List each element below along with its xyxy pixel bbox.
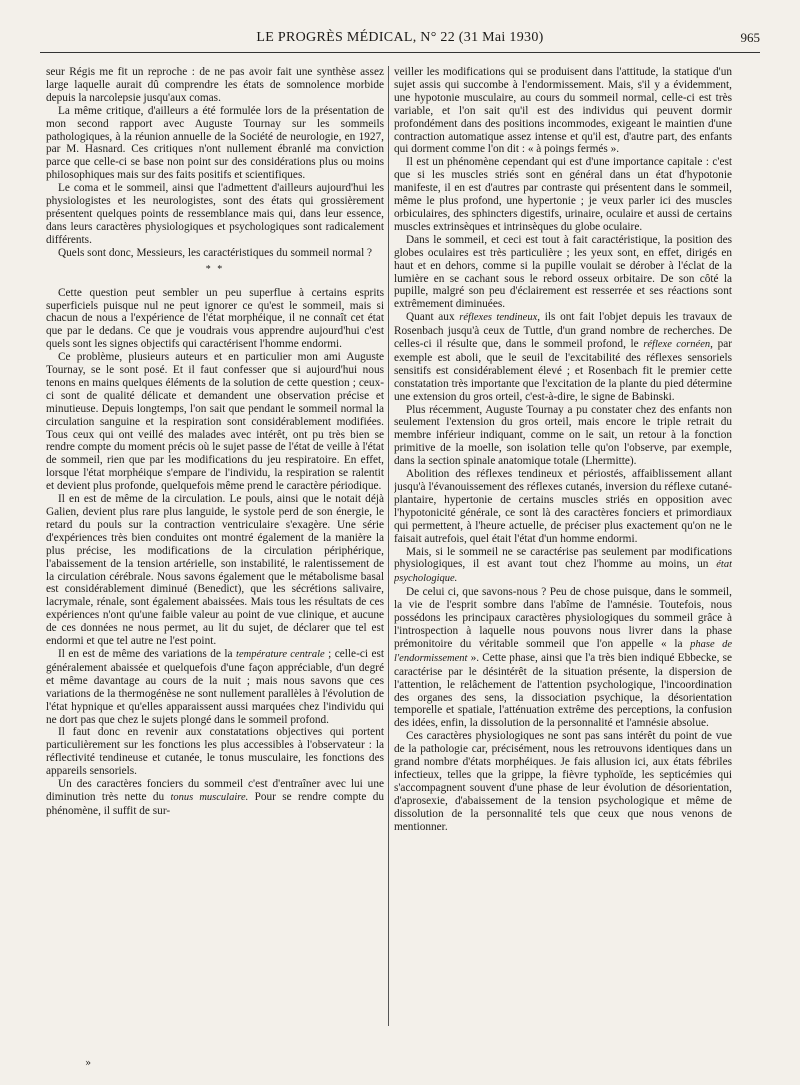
italic-term: tonus musculaire.: [170, 791, 249, 803]
paragraph: Quels sont donc, Messieurs, les caractéristiques du sommeil normal ?: [58, 246, 373, 259]
text-run: De celui ci, que savons-nous ? Peu de chose puisque, dans le sommeil, la vie de l'esprit sombre dans l'abîme de l'amnésie. Toutefois, nous possédons les principaux caractères physiologiques du sommeil grâce à l'introspection à laquelle nous pouvons nous livrer dans la phase prémonitoire du véritable sommeil que l'on appelle « la: [394, 586, 732, 650]
paragraph: Ces caractères physiologiques ne sont pas sans intérêt du point de vue de la pathologie car, précisément, nous les retrouvons identiques dans un grand nombre d'états morphéiques. Je fais allusion ici, aux états fébriles infectieux, telles que la grippe, la fièvre typhoïde, les septicémies qui s'accompagnent souvent d'une phase de leur évolution de désorientation, d'aprosexie, d'abaissement de la tension psychologique et même de dissolution de la personnalité tels que ceux que nous venons de mentionner.: [394, 730, 732, 833]
text-run: Un des caractères fonciers du sommeil c'est d'entraîner avec lui une diminution très nette du: [46, 778, 384, 803]
paragraph: Ce problème, plusieurs auteurs et en particulier mon ami Auguste Tournay, se le sont posé. Et il faut confesser que si aujourd'hui nous tenons en mains quelques éléments de la solution de cette question ; ceux-ci sont de qualité délicate et demandent une observation précise et minutieuse. Depuis longtemps, l'on sait que pendant le sommeil normal la circulation sanguine et la respiration sont considérablement modifiées. Tous ceux qui ont veillé des malades avec intérêt, ont pu très bien se rendre compte du moment précis où le sujet passe de l'état de veille à l'état de sommeil, rien que par les modifications du jeu respiratoire. En effet, lorsque l'état morphéique s'empare de l'individu, la respiration se ralentit et devient plus profonde, quelquefois même prend le caractère périodique.: [46, 351, 384, 493]
paragraph: Il en est de même de la circulation. Le pouls, ainsi que le notait déjà Galien, devient plus rare plus languide, le systole perd de son énergie, le retard du pouls sur la contraction ventriculaire s'exagère. Une série d'expériences très bien conduites ont montré également de la manière la plus précise, les modifications de la circulation périphérique, l'abaissement de la tension artérielle, son instabilité, le ralentissement de la circulation cérébrale. Nous savons également que le métabolisme basal est considérablement diminué (Benedict), que les sécrétions salivaire, lacrymale, rénale, sont également abaissées. Mais tous les résultats de ces expériences n'ont qu'une faible valeur au point de vue clinique, et aucune de ces données ne nous permet, au lit du sujet, de déclarer que tel est endormi et que tel autre ne l'est point.: [46, 493, 384, 648]
italic-term: état psychologique.: [394, 559, 732, 585]
paragraph: Il faut donc en revenir aux constatations objectives qui portent particulièrement sur les fonctions les plus accessibles à l'observateur : la réflectivité tendineuse et cutanée, le tonus musculaire, les fonctions des appareils sensoriels.: [46, 726, 384, 778]
text-run: , ils ont fait l'objet depuis les travaux de Rosenbach jusqu'à ceux de Tuttle, d'un grand nombre de recherches. De celles-ci il résulte que, dans le sommeil profond, le: [394, 311, 732, 351]
paragraph: Dans le sommeil, et ceci est tout à fait caractéristique, la position des globes oculaires est très particulière ; les yeux sont, en effet, dirigés en haut et en dehors, comme si la pupille voulait se dérober à l'éclat de la lumière en se cachant sous le rebord osseux orbitaire. De son côté la pupille, malgré son peu d'éclairement est resserrée et ses réactions sont extrêmement diminuées.: [394, 233, 732, 311]
text-run: , par exemple est aboli, que le seuil de l'excitabilité des réflexes sensoriels sensitifs est considérablement élevé ; et Rosenbach fit le premier cette constatation très importante que l'excitation de la plante du pied détermine une extension du gros orteil, c'est-à-dire, le signe de Babinski.: [394, 338, 732, 403]
text-run: ». Cette phase, ainsi que l'a très bien indiqué Ebbecke, se caractérise par le désintérêt de la situation présente, la dispersion de l'attention, le relâchement de l'attention psychologique, l'incoordination des organes des sens, la dissociation psychique, la désorientation temporelle et spatiale, l'atténuation extrême des perceptions, la confusion des idées, enfin, la dissolution de la personnalité et l'amnésie absolue.: [394, 651, 732, 730]
italic-term: température centrale: [236, 648, 325, 660]
right-column: [394, 66, 732, 1031]
paragraph: La même critique, d'ailleurs a été formulée lors de la présentation de mon second rapport avec Auguste Tournay sur les sommeils pathologiques, à la réunion annuelle de la Société de neurologie, en 1927, par M. Hasnard. Ces critiques n'ont nullement ébranlé ma conviction parce que celle-ci se base non point sur des considérations plus ou moins philosophiques mais sur des faits positifs et scientifiques.: [46, 104, 384, 182]
italic-term: phase de l'endormissement: [394, 638, 732, 664]
section-separator: * *: [205, 263, 225, 275]
paragraph: [394, 311, 732, 403]
page-number: 965: [740, 30, 760, 45]
journal-title: LE PROGRÈS MÉDICAL, N° 22 (31 Mai 1930): [256, 30, 544, 45]
paragraph: [46, 648, 384, 726]
text-run: Mais, si le sommeil ne se caractérise pas seulement par modifications physiologiques, il est avant tout chez l'homme au moins, un: [394, 545, 732, 571]
text-run: Il en est de même des variations de la: [58, 647, 233, 660]
footer-mark: »: [85, 1058, 92, 1069]
paragraph: Abolition des réflexes tendineux et périostés, affaiblissement allant jusqu'à l'évanouissement des réflexes cutanés, inversion du réflexe cutané-plantaire, hypertonie de certains muscles striés en opposition avec l'hypotonicité générale, ce sont là des caractères fonciers et primordiaux qui permettent, à l'heure actuelle, de préciser plus exactement qu'on ne le faisait autrefois, quel était l'état d'un homme endormi.: [394, 468, 732, 545]
paragraph: Cette question peut sembler un peu superflue à certains esprits superficiels puisque nul ne peut ignorer ce qu'est le sommeil, mais si chacun de nous a l'expérience de l'état morphéique, il ne connaît cet état que par le dedans. Ce que je voudrais vous apprendre aujourd'hui c'est quels sont les signes objectifs qui caractérisent l'homme endormi.: [46, 286, 384, 351]
paragraph: [394, 586, 732, 730]
text-run: ; celle-ci est généralement abaissée et quelquefois d'une façon appréciable, d'un degré et même davantage au cours de la nuit ; mais nous savons que ces variations de la thermogénèse ne sont nullement parallèles à l'évolution de l'état hypnique et qu'elles apparaissent aussi marquées chez l'individu qui ne dort pas que chez le sujets plongé dans le sommeil profond.: [46, 647, 384, 726]
paragraph: Il est un phénomène cependant qui est d'une importance capitale : c'est que si les muscles striés sont en général dans un état d'hypotonie manifeste, il en est d'autres par contraste qui présentent dans le sommeil, même le plus profond, une hypertonie ; je veux parler ici des muscles orbiculaires, des sphincters digestifs, urinaire, oculaire et aussi de certains muscles extrinsèques et intrinsèques du globe oculaire.: [394, 156, 732, 233]
paragraph: seur Régis me fit un reproche : de ne pas avoir fait une synthèse assez large laquelle aurait dû comprendre les états de somnolence morbide depuis la narcolepsie jusqu'aux comas.: [46, 66, 384, 104]
left-column: [46, 66, 384, 1031]
text-run: Quant aux: [406, 311, 455, 324]
paragraph: [394, 546, 732, 587]
paragraph: [46, 778, 384, 818]
italic-term: réflexes tendineux: [459, 312, 538, 324]
running-header: [40, 30, 760, 53]
paragraph: Le coma et le sommeil, ainsi que l'admettent d'ailleurs aujourd'hui les physiologistes et les neurologistes, sont des états qui grossièrement présentent quelques points de ressemblance mais qui, dans leur essence, dans leurs caractères physiologiques et psychologiques sont radicalement différents.: [46, 182, 384, 246]
column-divider: [388, 66, 389, 1026]
paragraph: Plus récemment, Auguste Tournay a pu constater chez des enfants non seulement l'extension du gros orteil, mais encore le triple retrait du membre inférieur indiquant, comme on le sait, un retour à la fonction primitive de la moelle, son isolation telle qu'on l'observe, par exemple, dans la section spinale anatomique totale (Lhermitte).: [394, 403, 732, 468]
paragraph: veiller les modifications qui se produisent dans l'attitude, la statique d'un sujet assis qui succombe à l'endormissement. Mais, s'il y a évidemment, une hypotonie musculaire, au cours du sommeil normal, celle-ci est très variable, et l'on sait qu'il est des individus qui peuvent dormir profondément dans des positions incommodes, exigeant le maintien d'une contraction automatique assez intense et qu'il est, d'autre part, des enfants qui dorment comme l'on dit : « à poings fermés ».: [394, 66, 732, 156]
text-run: Pour se rendre compte du phénomène, il suffit de sur-: [46, 790, 384, 817]
italic-term: réflexe cornéen: [643, 339, 711, 351]
